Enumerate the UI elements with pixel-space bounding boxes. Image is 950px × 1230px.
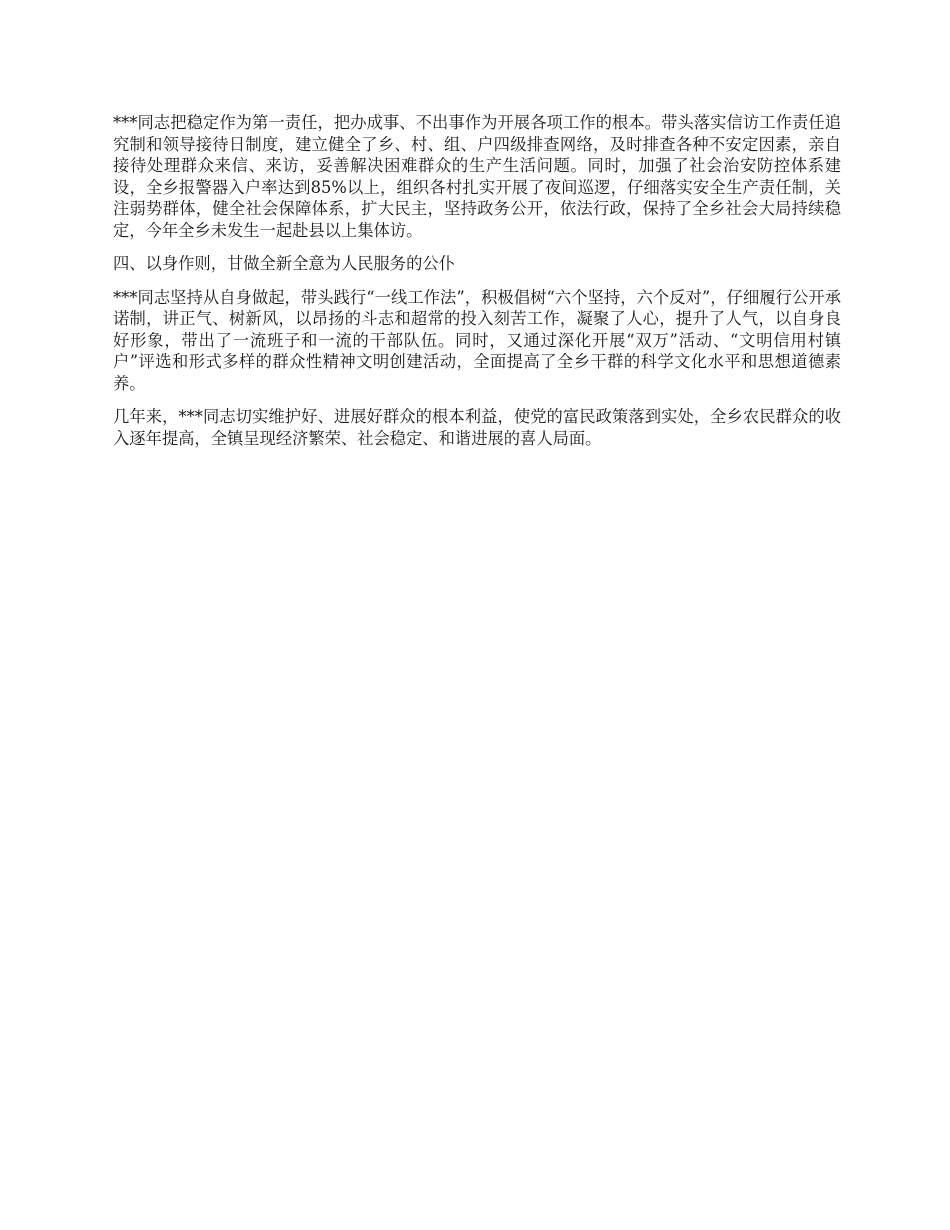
paragraph-self-example: ***同志坚持从自身做起，带头践行“一线工作法”，积极倡树“六个坚持，六个反对”，仔细履行公开承诺制，讲正气、树新风，以昂扬的斗志和超常的投入刻苦工作，凝聚了人心，提升了人气，以自身良好形象，带出了一流班子和一流的干部队伍。同时，又通过深化开展“双万”活动、“文明信用村镇户”评选和形式多样的群众性精神文明创建活动，全面提高了全乡干群的科学文化水平和思想道德素养。 — [113, 287, 841, 393]
section-heading-four: 四、以身作则，甘做全新全意为人民服务的公仆 — [113, 254, 455, 273]
paragraph-stability: ***同志把稳定作为第一责任，把办成事、不出事作为开展各项工作的根本。带头落实信访工作责任追究制和领导接待日制度，建立健全了乡、村、组、户四级排查网络，及时排查各种不安定因素，亲自接待处理群众来信、来访，妥善解决困难群众的生产生活问题。同时，加强了社会治安防控体系建设，全乡报警器入户率达到85%以上，组织各村扎实开展了夜间巡逻，仔细落实安全生产责任制，关注弱势群体，健全社会保障体系，扩大民主，坚持政务公开，依法行政，保持了全乡社会大局持续稳定，今年全乡未发生一起赴县以上集体访。 — [113, 113, 841, 240]
paragraph-conclusion: 几年来，***同志切实维护好、进展好群众的根本利益，使党的富民政策落到实处，全乡农民群众的收入逐年提高，全镇呈现经济繁荣、社会稳定、和谐进展的喜人局面。 — [113, 407, 841, 448]
document-page — [113, 112, 841, 461]
